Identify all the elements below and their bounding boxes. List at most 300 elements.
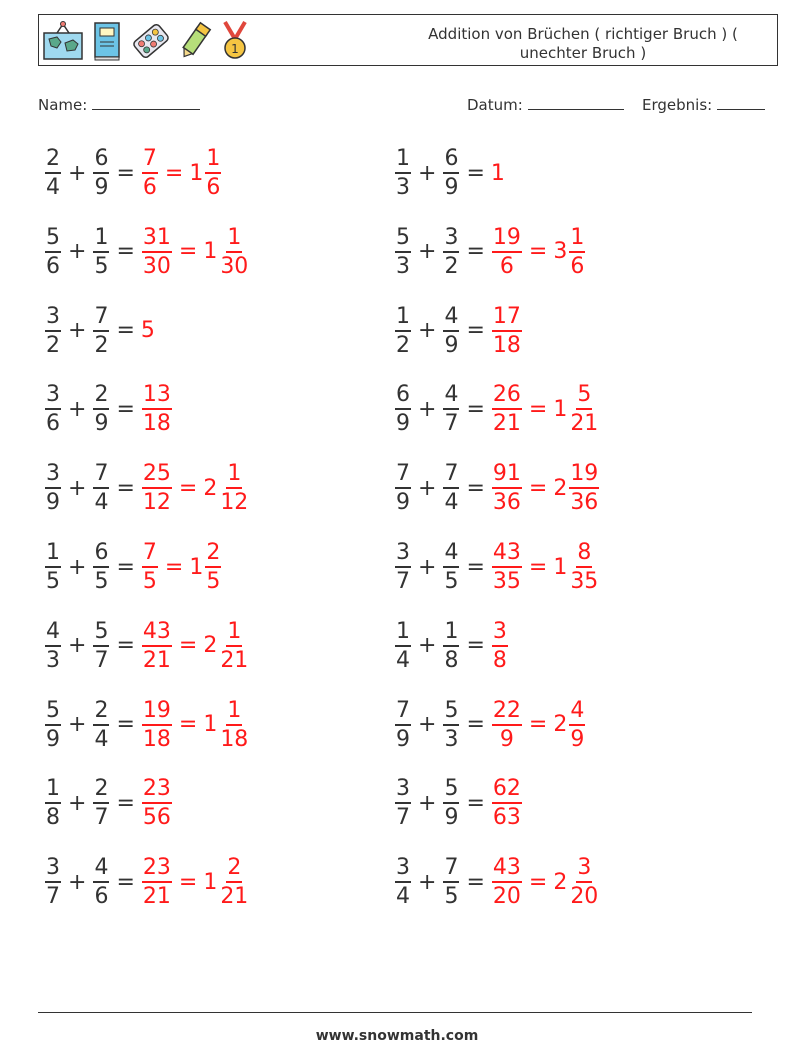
denominator: 18 — [220, 726, 249, 752]
mixed-fraction — [569, 460, 599, 516]
name-line — [92, 94, 200, 110]
addend-fraction — [93, 460, 109, 516]
answer-improper-fraction — [142, 460, 172, 516]
addend-fraction — [93, 854, 109, 910]
denominator: 6 — [46, 253, 60, 279]
mixed-whole: 1 — [553, 396, 568, 422]
mixed-whole: 1 — [189, 554, 204, 580]
mixed-fraction — [219, 697, 249, 753]
result-field[interactable] — [642, 94, 765, 114]
numerator: 5 — [45, 224, 61, 253]
answer — [141, 618, 250, 674]
numerator: 13 — [142, 381, 172, 410]
numerator: 7 — [395, 460, 411, 489]
numerator: 19 — [492, 224, 522, 253]
mixed-fraction — [569, 539, 599, 595]
answer-improper-fraction — [492, 224, 522, 280]
denominator: 9 — [444, 805, 459, 831]
numerator: 3 — [576, 854, 592, 883]
numerator: 6 — [93, 145, 109, 174]
denominator: 18 — [142, 726, 171, 752]
answer-equals-sign: = — [178, 633, 198, 659]
problem-row — [394, 537, 600, 597]
denominator: 56 — [142, 805, 171, 831]
numerator: 7 — [142, 539, 158, 568]
plus-sign: + — [68, 475, 87, 501]
addend-fraction — [93, 539, 109, 595]
numerator: 5 — [45, 697, 61, 726]
addend-fraction — [93, 224, 109, 280]
addend-fraction — [443, 775, 459, 831]
numerator: 5 — [443, 697, 459, 726]
answer-equals-sign: = — [528, 396, 548, 422]
denominator: 5 — [444, 569, 459, 594]
denominator: 7 — [444, 411, 459, 437]
denominator: 3 — [46, 647, 60, 673]
numerator: 26 — [492, 381, 522, 410]
result-label: Ergebnis: — [642, 96, 713, 114]
numerator: 3 — [45, 381, 61, 410]
denominator: 5 — [46, 569, 60, 594]
denominator: 7 — [46, 884, 60, 910]
answer-improper-fraction — [142, 539, 158, 595]
mixed-whole: 1 — [553, 554, 568, 580]
answer — [141, 381, 173, 437]
denominator: 9 — [94, 175, 109, 200]
problem-row — [394, 695, 586, 755]
denominator: 2 — [94, 332, 109, 358]
equals-sign: = — [116, 869, 135, 895]
date-field[interactable] — [467, 94, 624, 114]
addend-fraction — [443, 224, 459, 280]
equals-sign: = — [466, 160, 485, 186]
denominator: 7 — [94, 805, 109, 831]
numerator: 43 — [492, 854, 522, 883]
numerator: 1 — [226, 224, 242, 253]
numerator: 2 — [93, 697, 109, 726]
mixed-whole: 2 — [553, 475, 568, 501]
equals-sign: = — [466, 396, 485, 422]
answer-equals-sign: = — [178, 475, 198, 501]
header-icons — [41, 19, 253, 63]
numerator: 4 — [443, 303, 459, 332]
answer-equals-sign: = — [178, 712, 198, 738]
equals-sign: = — [466, 554, 485, 580]
plus-sign: + — [418, 633, 437, 659]
denominator: 9 — [46, 726, 60, 752]
result-line — [717, 94, 765, 110]
answer — [491, 697, 586, 753]
addend-fraction — [45, 697, 61, 753]
denominator: 6 — [94, 884, 109, 910]
answer-improper-fraction — [142, 775, 172, 831]
denominator: 9 — [94, 411, 109, 437]
equals-sign: = — [466, 790, 485, 816]
denominator: 18 — [492, 332, 521, 358]
addend-fraction — [443, 854, 459, 910]
numerator: 22 — [492, 697, 522, 726]
answer — [491, 303, 523, 359]
denominator: 5 — [94, 253, 109, 279]
denominator: 6 — [499, 253, 514, 279]
numerator: 3 — [45, 303, 61, 332]
denominator: 9 — [396, 411, 410, 437]
answer-improper-fraction — [492, 697, 522, 753]
equals-sign: = — [116, 554, 135, 580]
numerator: 1 — [569, 224, 585, 253]
answer — [491, 775, 523, 831]
denominator: 21 — [142, 884, 171, 910]
equals-sign: = — [466, 712, 485, 738]
answer-improper-fraction — [492, 618, 508, 674]
addend-fraction — [443, 618, 459, 674]
addend-fraction — [443, 303, 459, 359]
numerator: 2 — [226, 854, 242, 883]
denominator: 5 — [94, 569, 109, 594]
mixed-fraction — [569, 381, 599, 437]
denominator: 36 — [492, 490, 521, 516]
denominator: 9 — [499, 726, 514, 752]
answer — [491, 224, 586, 280]
denominator: 9 — [444, 175, 459, 200]
answer-improper-fraction — [142, 697, 172, 753]
problem-row — [44, 222, 250, 282]
numerator: 3 — [45, 854, 61, 883]
mixed-fraction — [569, 854, 599, 910]
mixed-fraction — [569, 697, 585, 753]
problem-row — [44, 301, 156, 361]
mixed-whole: 1 — [203, 712, 218, 738]
numerator: 5 — [93, 618, 109, 647]
numerator: 8 — [576, 539, 592, 568]
mixed-fraction — [205, 539, 221, 595]
mixed-fraction — [219, 460, 249, 516]
medal-icon — [217, 19, 253, 63]
addend-fraction — [395, 539, 411, 595]
mixed-whole: 2 — [553, 869, 568, 895]
answer-improper-fraction — [492, 775, 522, 831]
plus-sign: + — [68, 554, 87, 580]
plus-sign: + — [68, 869, 87, 895]
equals-sign: = — [466, 318, 485, 344]
addend-fraction — [93, 303, 109, 359]
numerator: 1 — [226, 618, 242, 647]
name-field[interactable] — [38, 94, 200, 114]
numerator: 7 — [443, 460, 459, 489]
worksheet-title: Addition von Brüchen ( richtiger Bruch ) ( unechter Bruch ) — [428, 25, 738, 62]
denominator: 8 — [46, 805, 60, 831]
answer-equals-sign: = — [178, 239, 198, 265]
map-icon — [41, 19, 85, 63]
addend-fraction — [93, 145, 109, 201]
date-label: Datum: — [467, 96, 523, 114]
denominator: 4 — [46, 175, 60, 200]
equals-sign: = — [466, 869, 485, 895]
answer — [491, 854, 600, 910]
mixed-whole: 2 — [553, 712, 568, 738]
problem-row — [44, 537, 222, 597]
denominator: 5 — [206, 569, 221, 594]
problem-row — [44, 773, 173, 833]
denominator: 21 — [492, 411, 521, 437]
addend-fraction — [443, 381, 459, 437]
addend-fraction — [45, 460, 61, 516]
denominator: 3 — [396, 253, 410, 279]
denominator: 4 — [94, 490, 109, 516]
denominator: 20 — [492, 884, 521, 910]
denominator: 9 — [396, 726, 410, 752]
denominator: 30 — [220, 253, 249, 279]
answer — [491, 539, 600, 595]
numerator: 31 — [142, 224, 172, 253]
denominator: 9 — [46, 490, 60, 516]
numerator: 3 — [492, 618, 508, 647]
mixed-whole: 2 — [203, 633, 218, 659]
answer-improper-fraction — [492, 381, 522, 437]
book-icon — [89, 19, 125, 63]
addend-fraction — [93, 775, 109, 831]
numerator: 2 — [205, 539, 221, 568]
equals-sign: = — [116, 475, 135, 501]
addend-fraction — [45, 775, 61, 831]
addend-fraction — [395, 460, 411, 516]
numerator: 1 — [395, 618, 411, 647]
answer — [141, 224, 250, 280]
mixed-fraction — [205, 145, 221, 201]
denominator: 9 — [444, 332, 459, 358]
addend-fraction — [395, 303, 411, 359]
mixed-whole: 1 — [189, 160, 204, 186]
plus-sign: + — [418, 239, 437, 265]
addend-fraction — [443, 460, 459, 516]
numerator: 5 — [576, 381, 592, 410]
problem-row — [394, 379, 600, 439]
denominator: 9 — [570, 726, 585, 752]
denominator: 21 — [570, 411, 599, 437]
equals-sign: = — [116, 318, 135, 344]
numerator: 1 — [395, 145, 411, 174]
equals-sign: = — [116, 160, 135, 186]
answer — [491, 460, 600, 516]
numerator: 19 — [142, 697, 172, 726]
equals-sign: = — [466, 633, 485, 659]
numerator: 3 — [395, 539, 411, 568]
answer — [491, 161, 506, 186]
numerator: 1 — [45, 775, 61, 804]
addend-fraction — [45, 539, 61, 595]
addend-fraction — [45, 618, 61, 674]
numerator: 91 — [492, 460, 522, 489]
mixed-fraction — [219, 224, 249, 280]
addend-fraction — [45, 854, 61, 910]
answer-equals-sign: = — [528, 869, 548, 895]
footer-url: www.snowmath.com — [315, 1028, 479, 1044]
equals-sign: = — [116, 239, 135, 265]
mixed-whole: 2 — [203, 475, 218, 501]
addend-fraction — [395, 618, 411, 674]
plus-sign: + — [418, 396, 437, 422]
mixed-whole: 3 — [553, 239, 568, 265]
numerator: 3 — [443, 224, 459, 253]
numerator: 23 — [142, 854, 172, 883]
answer-improper-fraction — [492, 460, 522, 516]
denominator: 7 — [396, 569, 410, 594]
numerator: 2 — [93, 381, 109, 410]
answer — [141, 318, 156, 343]
answer — [141, 697, 250, 753]
problem-row — [44, 695, 250, 755]
mixed-whole: 1 — [203, 869, 218, 895]
answer-equals-sign: = — [164, 554, 184, 580]
numerator: 1 — [93, 224, 109, 253]
problem-row — [44, 458, 250, 518]
addend-fraction — [45, 145, 61, 201]
numerator: 43 — [492, 539, 522, 568]
problem-row — [394, 143, 506, 203]
denominator: 12 — [142, 490, 171, 516]
plus-sign: + — [68, 318, 87, 344]
denominator: 6 — [206, 175, 221, 200]
addend-fraction — [443, 539, 459, 595]
answer-improper-fraction — [142, 381, 172, 437]
plus-sign: + — [418, 475, 437, 501]
numerator: 3 — [395, 854, 411, 883]
worksheet-header — [38, 14, 778, 66]
mixed-fraction — [569, 224, 585, 280]
addend-fraction — [395, 854, 411, 910]
mixed-fraction — [219, 854, 249, 910]
numerator: 1 — [45, 539, 61, 568]
problem-row — [44, 852, 250, 912]
plus-sign: + — [418, 712, 437, 738]
equals-sign: = — [116, 396, 135, 422]
answer-equals-sign: = — [164, 160, 184, 186]
answer-equals-sign: = — [178, 869, 198, 895]
mixed-fraction — [219, 618, 249, 674]
numerator: 1 — [395, 303, 411, 332]
addend-fraction — [395, 697, 411, 753]
denominator: 4 — [444, 490, 459, 516]
denominator: 2 — [46, 332, 60, 358]
numerator: 43 — [142, 618, 172, 647]
answer — [491, 381, 600, 437]
denominator: 4 — [396, 884, 410, 910]
denominator: 6 — [570, 253, 585, 279]
answer-improper-fraction — [492, 539, 522, 595]
numerator: 2 — [45, 145, 61, 174]
answer-equals-sign: = — [528, 712, 548, 738]
denominator: 7 — [94, 647, 109, 673]
numerator: 4 — [93, 854, 109, 883]
answer — [491, 618, 509, 674]
name-label: Name: — [38, 96, 88, 114]
answer — [141, 854, 250, 910]
plus-sign: + — [68, 160, 87, 186]
numerator: 4 — [569, 697, 585, 726]
plus-sign: + — [418, 318, 437, 344]
problem-row — [394, 852, 600, 912]
numerator: 23 — [142, 775, 172, 804]
svg-text:1: 1 — [231, 42, 239, 56]
plus-sign: + — [68, 790, 87, 816]
denominator: 18 — [142, 411, 171, 437]
answer — [141, 145, 222, 201]
plus-sign: + — [418, 790, 437, 816]
answer-improper-fraction — [142, 618, 172, 674]
numerator: 4 — [443, 539, 459, 568]
problem-row — [44, 143, 222, 203]
denominator: 3 — [396, 175, 410, 200]
date-line — [528, 94, 624, 110]
addend-fraction — [443, 697, 459, 753]
addend-fraction — [395, 145, 411, 201]
plus-sign: + — [68, 396, 87, 422]
problem-row — [394, 222, 586, 282]
equals-sign: = — [466, 239, 485, 265]
plus-sign: + — [68, 239, 87, 265]
answer-integer: 1 — [490, 160, 505, 186]
denominator: 4 — [94, 726, 109, 752]
addend-fraction — [45, 381, 61, 437]
problem-row — [394, 773, 523, 833]
numerator: 7 — [93, 460, 109, 489]
numerator: 25 — [142, 460, 172, 489]
denominator: 5 — [444, 884, 459, 910]
numerator: 7 — [142, 145, 158, 174]
answer — [141, 539, 222, 595]
denominator: 20 — [570, 884, 599, 910]
denominator: 2 — [396, 332, 410, 358]
denominator: 12 — [220, 490, 249, 516]
answer — [141, 775, 173, 831]
denominator: 2 — [444, 253, 459, 279]
problem-row — [394, 301, 523, 361]
answer-equals-sign: = — [528, 475, 548, 501]
denominator: 21 — [220, 647, 249, 673]
answer-improper-fraction — [142, 854, 172, 910]
answer-improper-fraction — [492, 303, 522, 359]
numerator: 62 — [492, 775, 522, 804]
addend-fraction — [395, 224, 411, 280]
numerator: 1 — [226, 460, 242, 489]
equals-sign: = — [116, 712, 135, 738]
problem-row — [394, 458, 600, 518]
numerator: 7 — [443, 854, 459, 883]
numerator: 1 — [443, 618, 459, 647]
denominator: 30 — [142, 253, 171, 279]
denominator: 21 — [220, 884, 249, 910]
equals-sign: = — [466, 475, 485, 501]
numerator: 6 — [395, 381, 411, 410]
problem-row — [394, 616, 509, 676]
numerator: 7 — [395, 697, 411, 726]
denominator: 8 — [492, 647, 507, 673]
answer-equals-sign: = — [528, 239, 548, 265]
addend-fraction — [443, 145, 459, 201]
problem-row — [44, 616, 250, 676]
plus-sign: + — [418, 160, 437, 186]
plus-sign: + — [68, 712, 87, 738]
denominator: 7 — [396, 805, 410, 831]
denominator: 8 — [444, 647, 459, 673]
numerator: 3 — [395, 775, 411, 804]
numerator: 7 — [93, 303, 109, 332]
problem-row — [44, 379, 173, 439]
numerator: 19 — [569, 460, 599, 489]
equals-sign: = — [116, 633, 135, 659]
denominator: 9 — [396, 490, 410, 516]
answer-improper-fraction — [142, 145, 158, 201]
